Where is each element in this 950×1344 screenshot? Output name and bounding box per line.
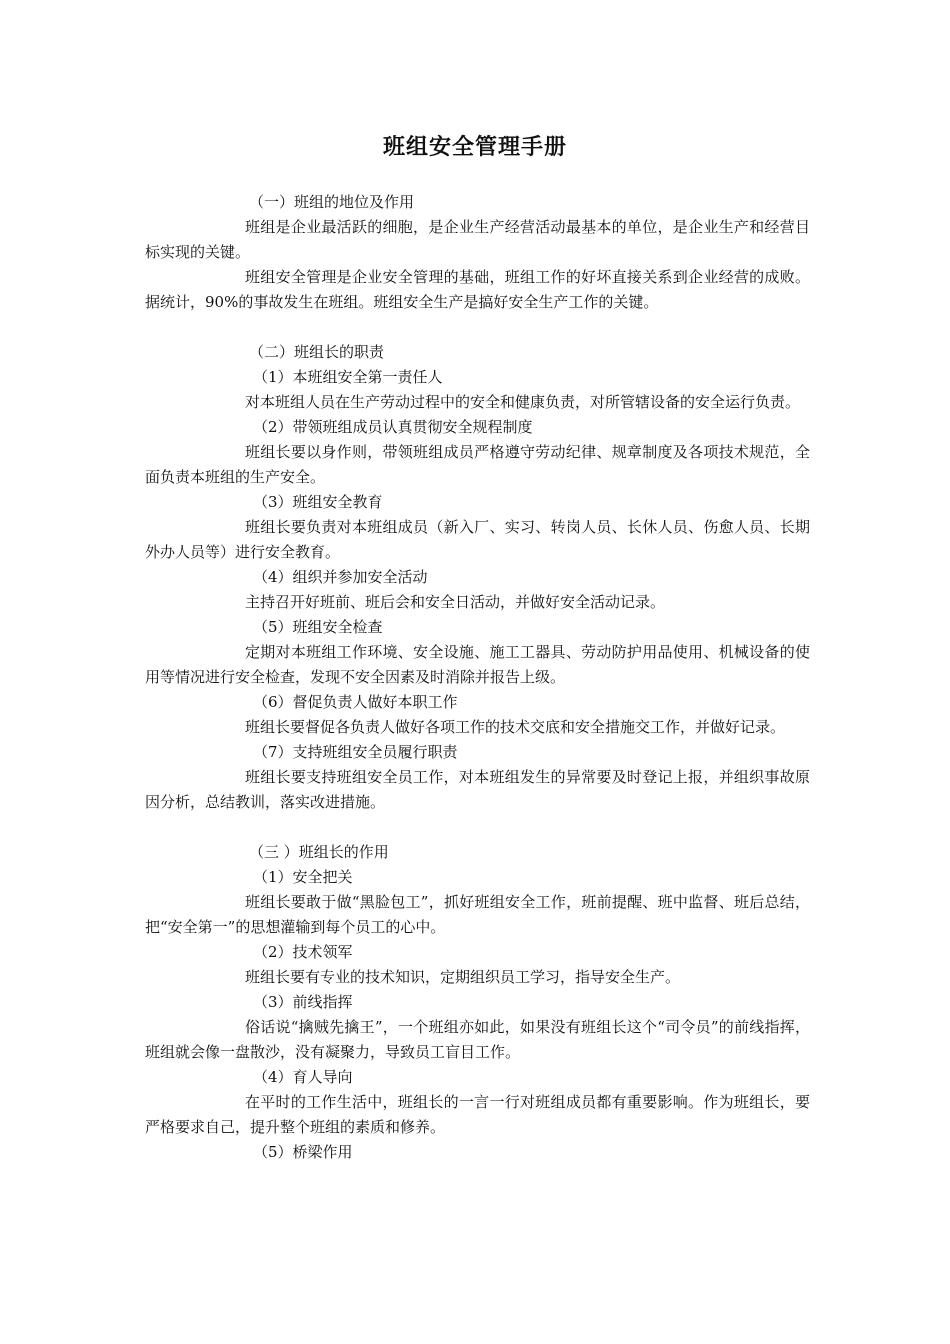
item-title: （2）技术领军 bbox=[253, 943, 353, 961]
paragraph: 主持召开好班前、班后会和安全日活动，并做好安全活动记录。 bbox=[245, 593, 666, 611]
item-title: （5）班组安全检查 bbox=[253, 618, 383, 636]
paragraph: 班组长要督促各负责人做好各项工作的技术交底和安全措施交工作，并做好记录。 bbox=[245, 718, 786, 736]
item-title: （4）组织并参加安全活动 bbox=[253, 568, 428, 586]
paragraph: 对本班组人员在生产劳动过程中的安全和健康负责，对所管辖设备的安全运行负责。 bbox=[245, 393, 801, 411]
section-heading: （三 ）班组长的作用 bbox=[249, 843, 389, 861]
item-title: （1）本班组安全第一责任人 bbox=[253, 368, 443, 386]
item-title: （1）安全把关 bbox=[253, 868, 353, 886]
paragraph: 在平时的工作生活中，班组长的一言一行对班组成员都有重要影响。作为班组长，要严格要求自己，提升整个班组的素质和修养。 bbox=[145, 1093, 810, 1136]
item-title: （7）支持班组安全员履行职责 bbox=[253, 743, 458, 761]
item-title: （5）桥梁作用 bbox=[253, 1143, 353, 1161]
document-body bbox=[145, 190, 810, 1165]
paragraph: 班组长要有专业的技术知识，定期组织员工学习，指导安全生产。 bbox=[245, 968, 681, 986]
paragraph: 班组长要负责对本班组成员（新入厂、实习、转岗人员、长休人员、伤愈人员、长期外办人员等）进行安全教育。 bbox=[145, 518, 810, 561]
paragraph: 班组长要敢于做“黑脸包工”，抓好班组安全工作，班前提醒、班中监督、班后总结，把“安全第一”的思想灌输到每个员工的心中。 bbox=[145, 893, 810, 936]
paragraph: 班组是企业最活跃的细胞，是企业生产经营活动最基本的单位，是企业生产和经营目标实现的关键。 bbox=[145, 218, 810, 261]
section-spacer bbox=[145, 315, 810, 340]
item-title: （6）督促负责人做好本职工作 bbox=[253, 693, 458, 711]
item-title: （2）带领班组成员认真贯彻安全规程制度 bbox=[253, 418, 533, 436]
document-title: 班组安全管理手册 bbox=[382, 135, 567, 160]
item-title: （3）前线指挥 bbox=[253, 993, 353, 1011]
item-title: （3）班组安全教育 bbox=[253, 493, 383, 511]
section-spacer bbox=[145, 815, 810, 840]
paragraph: 定期对本班组工作环境、安全设施、施工工器具、劳动防护用品使用、机械设备的使用等情况进行安全检查，发现不安全因素及时消除并报告上级。 bbox=[145, 643, 810, 686]
item-title: （4）育人导向 bbox=[253, 1068, 353, 1086]
paragraph: 班组安全管理是企业安全管理的基础，班组工作的好坏直接关系到企业经营的成败。据统计，90%的事故发生在班组。班组安全生产是搞好安全生产工作的关键。 bbox=[145, 268, 810, 311]
paragraph: 班组长要以身作则，带领班组成员严格遵守劳动纪律、规章制度及各项技术规范，全面负责本班组的生产安全。 bbox=[145, 443, 810, 486]
section-heading: （二）班组长的职责 bbox=[249, 343, 385, 361]
paragraph: 班组长要支持班组安全员工作，对本班组发生的异常要及时登记上报，并组织事故原因分析，总结教训，落实改进措施。 bbox=[145, 768, 810, 811]
paragraph: 俗话说“擒贼先擒王”，一个班组亦如此，如果没有班组长这个“司令员”的前线指挥，班组就会像一盘散沙，没有凝聚力，导致员工盲目工作。 bbox=[145, 1018, 810, 1061]
section-heading: （一）班组的地位及作用 bbox=[249, 193, 415, 211]
